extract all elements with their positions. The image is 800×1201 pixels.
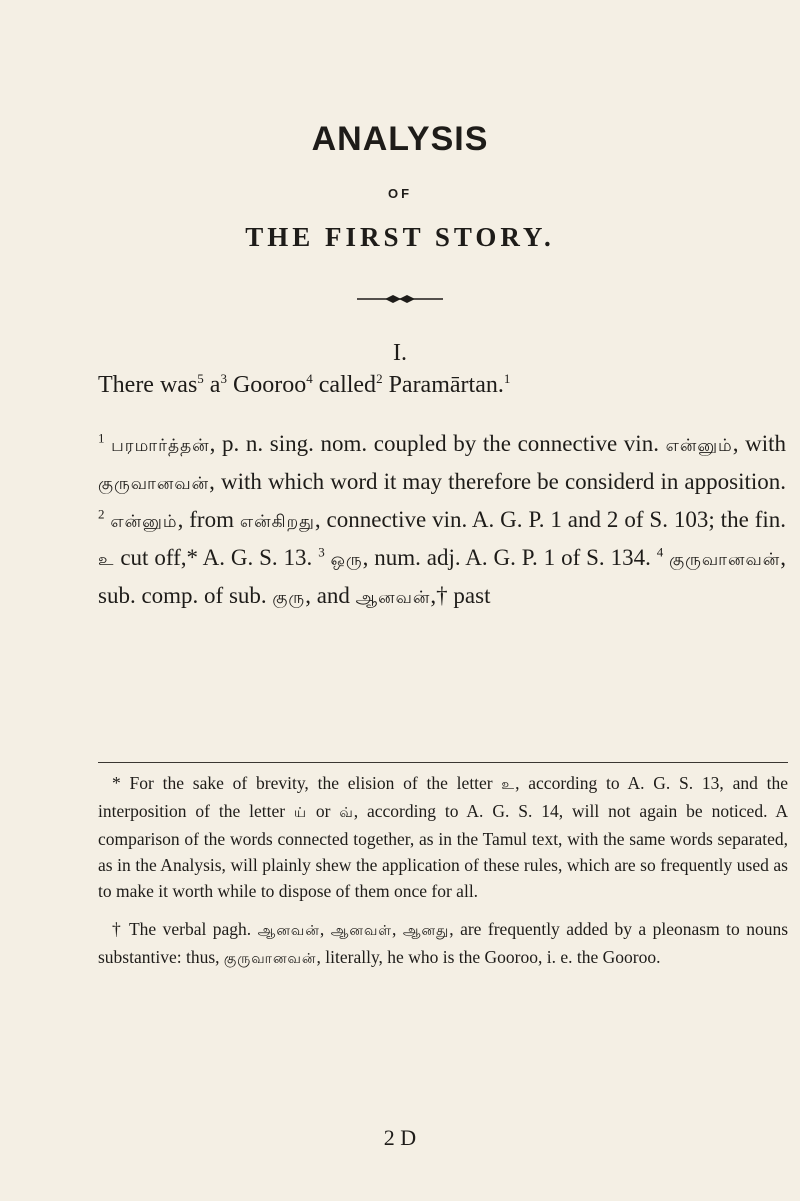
footnote-rule	[98, 762, 788, 763]
tamil-word: உ	[98, 550, 115, 570]
footnote-text: ,	[319, 919, 331, 939]
sentence-word: called	[318, 372, 377, 398]
note-number: 2	[98, 506, 105, 522]
footnote-text: , are frequently added by a pleonasm to nouns substantive: thus,	[98, 919, 789, 967]
note-text: , with which word it may therefore be considerd in apposition.	[209, 469, 786, 494]
note-text: , connective vin. A. G. P. 1 and 2 of S. 103; the fin.	[314, 507, 786, 532]
footnote-text: , according to A. G. S. 13, and the interposition of the letter	[98, 773, 789, 821]
tamil-word: ஆனவள்	[330, 923, 393, 939]
footnote-text: or	[306, 801, 340, 821]
note-ref: 3	[220, 371, 227, 386]
note-text: , and	[305, 583, 356, 608]
tamil-word: ஆனது	[402, 923, 450, 939]
tamil-letter: வ்	[339, 805, 354, 821]
footnote-text: , literally, he who is the Gooroo, i. e. the Gooroo.	[316, 947, 661, 967]
analysis-note-block	[98, 426, 786, 616]
tamil-letter: உ	[501, 777, 516, 793]
tamil-word: என்னும்	[665, 436, 733, 456]
sentence-word: Gooroo	[232, 372, 307, 398]
note-ref: 1	[503, 371, 511, 386]
footnote-text: * For the sake of brevity, the elision of the letter	[112, 773, 502, 793]
page-title: ANALYSIS	[311, 120, 489, 158]
note-number: 3	[318, 544, 325, 560]
analysis-notes	[98, 426, 786, 616]
footnote-text: † The verbal pagh.	[112, 919, 258, 939]
tamil-word: குருவானவன்	[98, 474, 210, 494]
tamil-word: குரு	[272, 588, 306, 608]
note-text: ,† past	[430, 583, 491, 608]
page-subtitle: THE FIRST STORY.	[245, 222, 555, 252]
sentence-word: a	[209, 372, 221, 398]
note-text: , from	[177, 507, 240, 532]
sentence-word: Paramārtan.	[388, 372, 504, 398]
english-sentence	[98, 372, 510, 399]
signature-mark: 2 D	[383, 1125, 417, 1150]
note-number: 1	[98, 430, 105, 446]
tamil-word: பரமார்த்தன்	[111, 436, 210, 456]
note-text: cut off,* A. G. S. 13.	[114, 545, 313, 570]
section-number: I.	[393, 340, 407, 366]
tamil-word: என்கிறது	[239, 512, 315, 532]
ornament-divider	[355, 293, 445, 305]
note-text: , with	[732, 431, 787, 456]
tamil-word: ஆனவன்	[355, 588, 431, 608]
tamil-word: குருவானவன்	[223, 951, 317, 967]
page-title-of: OF	[387, 186, 413, 201]
tamil-word: ஆனவன்	[257, 923, 320, 939]
note-ref: 5	[197, 371, 204, 386]
sentence-word: There was	[98, 372, 198, 398]
tamil-word: ஒரு	[330, 550, 363, 570]
footnote-asterisk	[98, 770, 788, 904]
note-text: , num. adj. A. G. P. 1 of S. 134.	[362, 545, 651, 570]
note-ref: 4	[306, 371, 313, 386]
footnote-text: , according to A. G. S. 14, will not again be noticed. A comparison of the words connected together, as in the Tamul text, with the same words separated, as in the Analysis, will plainly shew the application of these rules, which are so frequently used as to make it worth while to dispose of them once for all.	[98, 801, 789, 901]
tamil-letter: ய்	[293, 805, 307, 821]
tamil-word: என்னும்	[110, 512, 178, 532]
footnote-text: ,	[392, 919, 403, 939]
note-text: , p. n. sing. nom. coupled by the connective vin.	[209, 431, 666, 456]
note-ref: 2	[376, 371, 383, 386]
note-text: , sub. comp. of sub.	[98, 545, 787, 608]
footnotes	[98, 770, 788, 972]
note-number: 4	[656, 544, 664, 560]
footnote-dagger	[98, 916, 788, 972]
tamil-word: குருவானவன்	[669, 550, 781, 570]
